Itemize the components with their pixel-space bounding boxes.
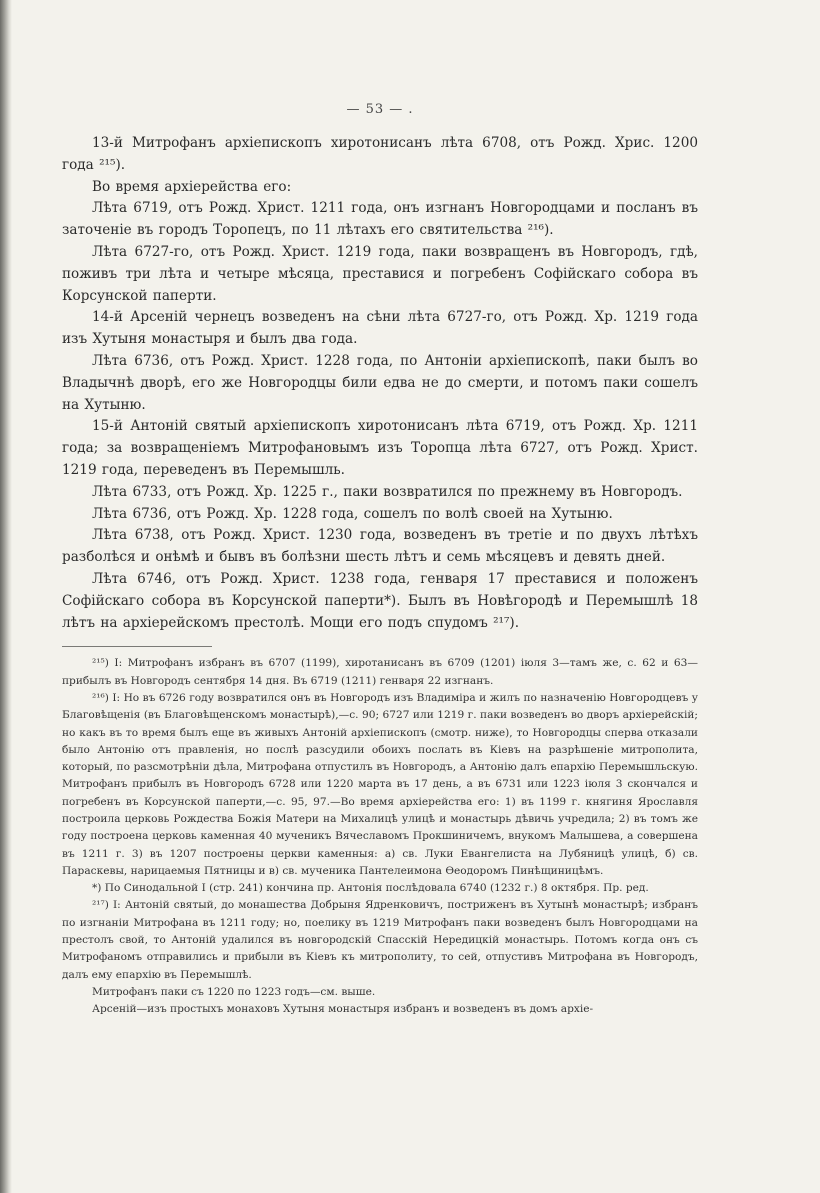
- paragraph-arseny: 14-й Арсеній чернецъ возведенъ на сѣни лѣта 6727-го, отъ Рожд. Хр. 1219 года изъ Хутыня монастыря и былъ два года.: [62, 309, 698, 348]
- paragraph-antony-death: Лѣта 6746, отъ Рожд. Христ. 1238 года, генваря 17 преставися и положенъ Софійскаго собора въ Корсунской паперти*). Былъ въ Новѣгородѣ и Перемышлѣ 18 лѣтъ на архіерейскомъ престолѣ. Мощи его подъ спудомъ ²¹⁷).: [62, 570, 698, 631]
- paragraph-arseny-later: Лѣта 6736, отъ Рожд. Христ. 1228 года, по Антоніи архіепископѣ, паки былъ во Владычнѣ дворѣ, его же Новгородцы били едва не до смерти, и потомъ паки сошелъ на Хутыню.: [62, 352, 698, 413]
- paragraph-antony-consecration: 15-й Антоній святый архіепископъ хиротонисанъ лѣта 6719, отъ Рожд. Хр. 1211 года; за возвращеніемъ Митрофановымъ изъ Торопца лѣта 6727, отъ Рожд. Христ. 1219 года, переведенъ въ Перемышль.: [62, 418, 698, 478]
- footnote-216: ²¹⁶) I: Но въ 6726 году возвратился онъ въ Новгородъ изъ Владиміра и жилъ по назначенію Новгородцевъ у Благовѣщенія (въ Благовѣщенскомъ монастырѣ),—с. 90; 6727 или 1219 г. паки возведенъ во дворъ архіерейскій; но какъ въ то время былъ еще въ живыхъ Антоній архіепископъ (смотр. ниже), то Новгородцы сперва отказали было Антонію отъ правленія, но послѣ разсудили обоихъ послать въ Кіевъ на разрѣшеніе митрополита, который, по разсмотрѣніи дѣла, Митрофана отпустилъ въ Новгородъ, а Антонію далъ епархію Перемышльскую. Митрофанъ прибылъ въ Новгородъ 6728 или 1220 марта въ 17 день, а въ 6731 или 1223 іюля 3 скончался и погребенъ въ Корсунской паперти,—с. 95, 97.—Во время архіерейства его: 1) въ 1199 г. княгиня Ярославля построила церковь Рождества Божія Матери на Михалицѣ улицѣ и монастырь дѣвичь учредила; 2) въ томъ же году построена церковь каменная 40 мученикъ Вячеславомъ Прокшиничемъ, внукомъ Малышева, а совершена въ 1211 г. 3) въ 1207 построены церкви каменныя: а) св. Луки Евангелиста на Лубяницѣ улицѣ, б) св. Параскевы, нарицаемыя Пятницы и в) св. мученика Пантелеимона Ѳеодоромъ Пинѣщиницѣмъ.: [62, 691, 698, 877]
- footnote-divider: [62, 646, 212, 647]
- footnote-arseny: Арсеній—изъ простыхъ монаховъ Хутыня монастыря избранъ и возведенъ въ домъ архіе-: [92, 1003, 594, 1016]
- page-number: — 53 — .: [346, 102, 414, 117]
- footnote-215: ²¹⁵) I: Митрофанъ избранъ въ 6707 (1199), хиротанисанъ въ 6709 (1201) іюля 3—тамъ же, с. 62 и 63—прибылъ въ Новгородъ сентября 14 дня. Въ 6719 (1211) генваря 22 изгнанъ.: [62, 657, 698, 687]
- paragraph-antony-return: Лѣта 6733, отъ Рожд. Хр. 1225 г., паки возвратился по прежнему въ Новгородъ.: [92, 483, 683, 500]
- document-page: [62, 102, 698, 1019]
- footnote-mitrofan-again: Митрофанъ паки съ 1220 по 1223 годъ—см. выше.: [92, 985, 376, 998]
- footnotes: [62, 655, 698, 1018]
- paragraph-mitrofan-consecration: 13-й Митрофанъ архіепископъ хиротонисанъ лѣта 6708, отъ Рожд. Хрис. 1200 года ²¹⁵).: [62, 135, 698, 173]
- paragraph-mitrofan-exile: Лѣта 6719, отъ Рожд. Христ. 1211 года, онъ изгнанъ Новгородцами и посланъ въ заточеніе въ городъ Торопецъ, по 11 лѣтахъ его святительства ²¹⁶).: [62, 200, 698, 239]
- paragraph-during-episcopate: Во время архіерейства его:: [92, 178, 292, 195]
- footnote-217: ²¹⁷) I: Антоній святый, до монашества Добрыня Ядренковичъ, постриженъ въ Хутынѣ монастырѣ; избранъ по изгнаніи Митрофана въ 1211 году; но, поелику въ 1219 Митрофанъ паки возведенъ былъ Новгородцами на престолъ свой, то Антоній удалился въ новгородскій Спасскій Нередицкій монастырь. Потомъ когда онъ съ Митрофаномъ отправились и прибыли въ Кіевъ къ митрополиту, то сей, отпустивъ Митрофана въ Новгородъ, далъ ему епархію въ Перемышлѣ.: [62, 899, 698, 981]
- footnote-editorial: *) По Синодальной I (стр. 241) кончина пр. Антонія послѣдовала 6740 (1232 г.) 8 октября. Пр. ред.: [92, 882, 649, 895]
- paragraph-antony-khutyn: Лѣта 6736, отъ Рожд. Хр. 1228 года, сошелъ по волѣ своей на Хутыню.: [92, 505, 613, 522]
- main-text: [62, 133, 698, 634]
- paragraph-antony-third: Лѣта 6738, отъ Рожд. Христ. 1230 года, возведенъ въ третіе и по двухъ лѣтѣхъ разболѣся и онѣмѣ и бывъ въ болѣзни шесть лѣтъ и семь мѣсяцевъ и девять дней.: [62, 527, 698, 566]
- book-binding-edge: [0, 0, 12, 1193]
- paragraph-mitrofan-return: Лѣта 6727-го, отъ Рожд. Христ. 1219 года, паки возвращенъ въ Новгородъ, гдѣ, поживъ три лѣта и четыре мѣсяца, преставися и погребенъ Софійскаго собора въ Корсунской паперти.: [62, 243, 698, 304]
